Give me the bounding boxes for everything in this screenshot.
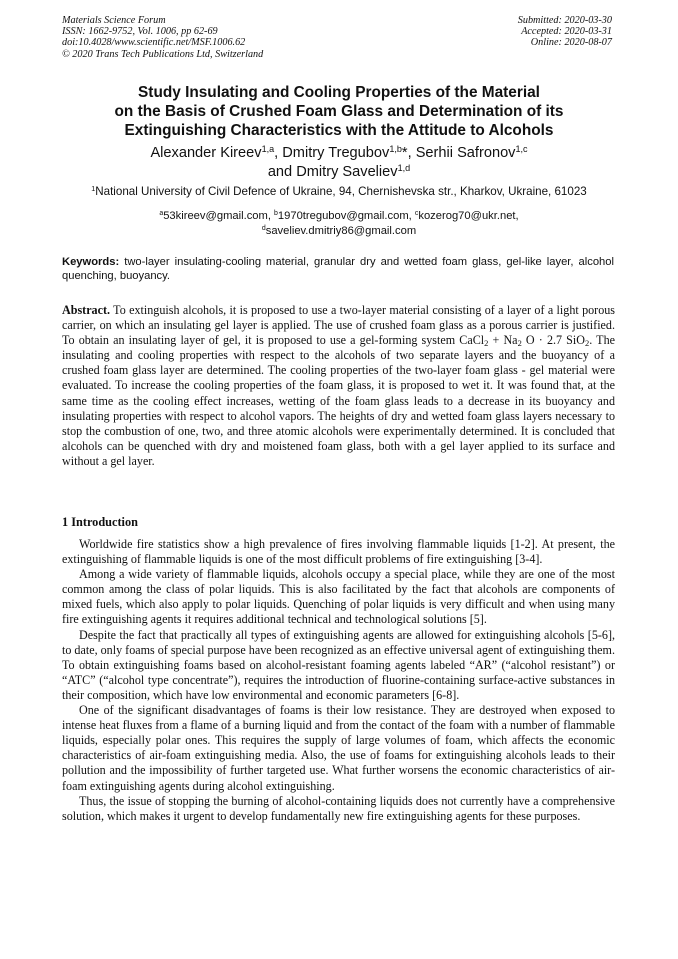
- paragraph: Among a wide variety of flammable liquids, alcohols occupy a special place, while they are one of the most common among the class of polar liquids. This is also facilitated by the fact that alcohols are components of mixed fuels, which also apply to polar liquids. Quenching of polar liquids is very difficult and when using many fire extinguishing agents it requires additional technical and technological solutions [5].: [62, 567, 615, 627]
- online-date: Online: 2020-08-07: [530, 37, 612, 49]
- author-name: Dmitry Saveliev: [296, 164, 398, 180]
- journal-name: Materials Science Forum: [62, 15, 166, 26]
- formula-subscript: 2: [585, 338, 590, 349]
- abstract-text: . The insulating and cooling properties with respect to the alcohols of two separate layers and the buoyancy of a crushed foam glass layer are determined. The cooling properties of the two-layer foam glass - gel material were evaluated. To increase the cooling properties of the foam glass, it is proposed to wet it. It was found that, at the same time as the cooling effect increases, wetting of the foam glass leads to a decrease in its buoyancy and insulating properties with respect to alcohol vapors. The heights of dry and wetted foam glass layers necessary to stop the combustion of one, two, and three atomic alcohols were experimentally determined. It is concluded that alcohols can be quenched with dry and moistened foam glass, both with a gel layer applied to its surface and without a gel layer.: [62, 333, 615, 468]
- email-link[interactable]: kozerog70@ukr.net,: [418, 210, 519, 222]
- introduction-body: [62, 537, 615, 824]
- journal-issn: ISSN: 1662-9752, Vol. 1006, pp 62-69: [62, 26, 218, 38]
- email-mark: a: [159, 210, 164, 218]
- email-mark: b: [274, 210, 278, 218]
- submitted-date: Submitted: 2020-03-30: [517, 15, 612, 26]
- author-name: Dmitry Tregubov: [282, 145, 390, 161]
- keywords-text: two-layer insulating-cooling material, granular dry and wetted foam glass, gel-like layer, alcohol quenching, buoyancy.: [62, 256, 614, 283]
- title-line: Study Insulating and Cooling Properties of the Material: [138, 84, 540, 101]
- paragraph: Worldwide fire statistics show a high prevalence of fires involving flammable liquids [1-2]. At present, the extinguishing of flammable liquids is one of the most difficult problems of fire extinguishing [3-4].: [62, 537, 615, 567]
- author-emails: [40, 209, 638, 238]
- email-mark: c: [414, 210, 419, 218]
- dates-header: [518, 15, 612, 49]
- corresponding-author-mark: *: [401, 145, 408, 161]
- formula-subscript: 2: [484, 338, 489, 349]
- paragraph: Despite the fact that practically all types of extinguishing agents are allowed for extinguishing alcohols [5-6], to date, only foams of special purpose have been recognized as an effective universal agent of extinguishing them. To obtain extinguishing foams based on alcohol-resistant foaming agents labeled “AR” (“alcohol resistant”) or “ATC” (“alcohol type concentrate”), requires the introduction of fluorine-containing surface-active substances in their composition, which have low environmental and economic parameters [6-8].: [62, 627, 615, 702]
- paper-title: [40, 83, 638, 140]
- email-mark: d: [261, 224, 266, 232]
- author-separator: ,: [407, 145, 416, 161]
- accepted-date: Accepted: 2020-03-31: [521, 26, 612, 38]
- journal-header: [62, 15, 263, 60]
- email-link[interactable]: 1970tregubov@gmail.com,: [277, 210, 415, 222]
- abstract: [62, 303, 615, 469]
- affiliation-mark: 1: [91, 184, 96, 194]
- abstract-text: To extinguish alcohols, it is proposed to use a two-layer material consisting of a layer of a light porous carrier, on which an insulating gel layer is applied. The use of crushed foam glass as a porous carrier is justified. To obtain an insulating layer of gel, it is proposed to use a gel-forming system CaCl: [62, 303, 615, 348]
- abstract-text: O · 2.7 SiO: [521, 333, 586, 348]
- affiliation: [30, 185, 648, 199]
- paragraph: One of the significant disadvantages of foams is their low resistance. They are destroyed when exposed to intense heat fluxes from a flame of a burning liquid and from the contact of the foam with a number of flammable liquids, especially polar ones. This requires the supply of large volumes of foam, which affects the economic characteristics of air-foam extinguishing media. Also, the use of foams for extinguishing alcohols leads to their pollution and the impossibility of further targeted use. What further worsens the economic characteristics of air-foam extinguishing agents during alcohol extinguishing.: [62, 703, 615, 793]
- title-line: on the Basis of Crushed Foam Glass and Determination of its: [114, 103, 564, 120]
- author-conjunction: and: [267, 164, 297, 180]
- affiliation-text: National University of Civil Defence of Ukraine, 94, Chernishevska str., Kharkov, Ukraine, 61023: [95, 185, 587, 198]
- author-affiliation-mark: 1,b: [389, 144, 402, 155]
- author-list: [40, 144, 638, 182]
- abstract-text: + Na: [488, 333, 518, 348]
- section-heading-introduction: 1 Introduction: [62, 515, 138, 529]
- journal-doi[interactable]: doi:10.4028/www.scientific.net/MSF.1006.62: [62, 37, 246, 49]
- keywords: [62, 255, 614, 284]
- paragraph: Thus, the issue of stopping the burning of alcohol-containing liquids does not currently have a comprehensive solution, which makes it urgent to develop fundamentally new fire extinguishing agents for these purposes.: [62, 793, 615, 823]
- abstract-label: Abstract.: [62, 303, 111, 317]
- author-name: Serhii Safronov: [415, 145, 516, 161]
- author-affiliation-mark: 1,a: [261, 144, 275, 155]
- title-line: Extinguishing Characteristics with the Attitude to Alcohols: [124, 122, 554, 139]
- author-separator: ,: [274, 145, 283, 161]
- author-affiliation-mark: 1,c: [515, 144, 528, 155]
- email-link[interactable]: 53kireev@gmail.com,: [163, 210, 275, 222]
- author-affiliation-mark: 1,d: [397, 163, 411, 174]
- keywords-label: Keywords:: [62, 256, 120, 268]
- journal-copyright: © 2020 Trans Tech Publications Ltd, Switzerland: [62, 48, 264, 60]
- formula-subscript: 2: [517, 338, 522, 349]
- author-name: Alexander Kireev: [150, 145, 262, 161]
- email-link[interactable]: saveliev.dmitriy86@gmail.com: [265, 224, 417, 237]
